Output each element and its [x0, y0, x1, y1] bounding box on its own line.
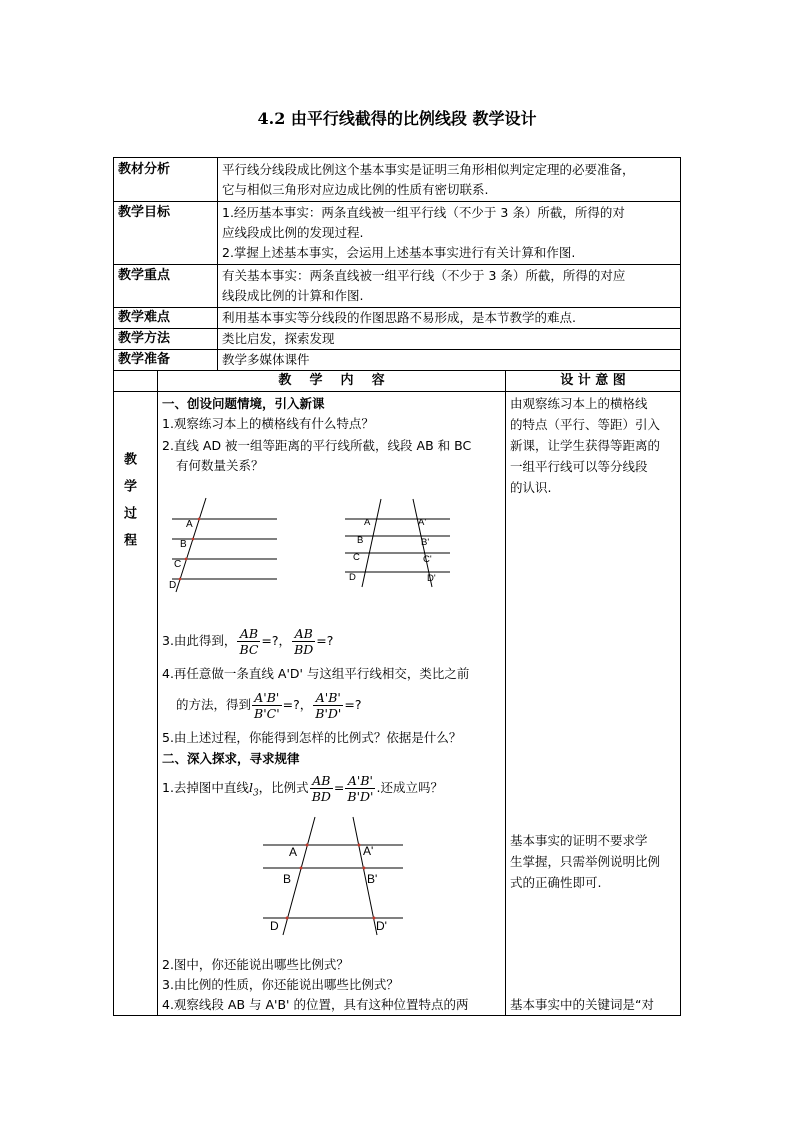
label-b: B — [357, 535, 364, 546]
question-4-line-2 — [176, 686, 362, 724]
line-l3-letter: l — [248, 780, 253, 795]
content-header: 教 学 内 容 — [278, 373, 385, 388]
row-divider — [113, 264, 681, 265]
figure-1 — [160, 495, 285, 595]
label-d: D — [270, 919, 279, 933]
process-divider — [157, 370, 158, 1015]
probe-1 — [162, 768, 443, 814]
process-label: 教学过程 — [121, 452, 136, 560]
fraction-numerator: A'B' — [313, 690, 343, 706]
figure-2 — [340, 495, 455, 590]
intent-header: 设 计 意 图 — [560, 373, 626, 388]
materials-label: 教材分析 — [118, 162, 171, 177]
probe-1-suffix: 还成立吗？ — [380, 780, 443, 795]
fraction-a1b1-b1d1 — [313, 690, 343, 721]
point-c — [185, 558, 188, 561]
point-d — [179, 578, 182, 581]
difficulty-text: 利用基本事实等分线段的作图思路不易形成，是本节教学的难点. — [222, 310, 576, 325]
intent-1-line-1: 由观察练习本上的横格线 — [510, 396, 648, 411]
equals-sign: = — [261, 633, 272, 648]
difficulty-label: 教学难点 — [118, 310, 171, 325]
fraction-denominator: B'C' — [254, 706, 280, 721]
fraction-numerator: A'B' — [252, 690, 282, 706]
fraction-denominator: B'D' — [347, 789, 374, 804]
intent-2-line-1: 基本事实的证明不要求学 — [510, 833, 648, 848]
question-3-prefix: 3.由此得到， — [162, 633, 237, 648]
probe-1-prefix: 1.去掉图中直线 — [162, 780, 249, 795]
key-label: 教学重点 — [118, 268, 171, 283]
point-d — [286, 917, 289, 920]
fraction-numerator: AB — [237, 626, 260, 642]
materials-text-2: 它与相似三角形对应边成比例的性质有密切联系. — [222, 182, 489, 197]
intent-2-line-3: 式的正确性即可. — [510, 875, 602, 890]
question-mark: ? — [354, 697, 362, 712]
intent-1-line-4: 一组平行线可以等分线段 — [510, 459, 648, 474]
probe-4: 4.观察线段 AB 与 A'B' 的位置，具有这种位置特点的两 — [162, 997, 469, 1012]
line-l3 — [248, 780, 259, 799]
label-a-prime: A' — [418, 517, 427, 528]
fraction-denominator: BC — [239, 642, 259, 657]
comma: ， — [278, 633, 292, 648]
label-d: D — [169, 580, 177, 591]
row-divider — [113, 328, 681, 329]
probe-3: 3.由比例的性质，你还能说出哪些比例式？ — [162, 977, 399, 992]
fraction-a1b1-b1d1 — [345, 773, 375, 804]
goals-text-3: 2.掌握上述基本事实，会运用上述基本事实进行有关计算和作图. — [222, 245, 576, 260]
fraction-denominator: BD — [311, 789, 331, 804]
fraction-ab-bd — [292, 626, 315, 657]
section-1-title: 一、创设问题情境，引入新课 — [162, 396, 325, 411]
question-mark: ? — [326, 633, 334, 648]
label-d: D — [349, 572, 356, 583]
question-1: 1.观察练习本上的横格线有什么特点？ — [162, 416, 374, 431]
point-b-prime — [363, 867, 366, 870]
materials-text-1: 平行线分线段成比例这个基本事实是证明三角形相似判定定理的必要准备， — [222, 162, 635, 177]
equals-sign: = — [344, 697, 355, 712]
label-a: A — [186, 519, 193, 530]
probe-2: 2.图中，你还能说出哪些比例式？ — [162, 957, 349, 972]
goals-text-1: 1.经历基本事实：两条直线被一组平行线（不少于 3 条）所截，所得的对 — [222, 205, 625, 220]
prep-text: 教学多媒体课件 — [222, 352, 310, 367]
question-mark: ? — [271, 633, 279, 648]
question-2-line-2: 有何数量关系？ — [176, 458, 264, 473]
point-b — [300, 867, 303, 870]
fraction-numerator: AB — [310, 773, 333, 789]
label-b: B — [180, 539, 187, 550]
fraction-a1b1-b1c1 — [252, 690, 282, 721]
label-b-prime: B' — [421, 537, 430, 548]
fraction-numerator: AB — [292, 626, 315, 642]
fraction-denominator: BD — [294, 642, 314, 657]
question-4-line-1: 4.再任意做一条直线 A'D' 与这组平行线相交，类比之前 — [162, 666, 470, 681]
row-divider — [113, 349, 681, 350]
intent-1-line-3: 新课，让学生获得等距离的 — [510, 438, 661, 453]
point-a-prime — [358, 844, 361, 847]
key-text-2: 线段成比例的计算和作图. — [222, 288, 364, 303]
table-border-bottom — [113, 1015, 681, 1016]
goals-label: 教学目标 — [118, 205, 171, 220]
point-b — [192, 538, 195, 541]
key-text-1: 有关基本事实：两条直线被一组平行线（不少于 3 条）所截，所得的对应 — [222, 268, 626, 283]
fraction-ab-bd — [310, 773, 333, 804]
line-l3-subscript: 3 — [252, 788, 259, 799]
row-divider — [113, 391, 681, 392]
prep-label: 教学准备 — [118, 352, 171, 367]
question-mark: ? — [293, 697, 300, 712]
question-5: 5.由上述过程，你能得到怎样的比例式？依据是什么？ — [162, 730, 462, 745]
table-border-right — [680, 157, 681, 1015]
fraction-ab-bc — [237, 626, 260, 657]
document-title: 4.2 由平行线截得的比例线段 教学设计 — [257, 109, 537, 128]
goals-text-2: 应线段成比例的发现过程. — [222, 225, 364, 240]
table-border-top — [113, 157, 681, 158]
equals-sign: = — [333, 780, 345, 795]
intent-2-line-2: 生掌握，只需举例说明比例 — [510, 854, 661, 869]
section-2-title: 二、深入探求，寻求规律 — [162, 751, 300, 766]
label-b-prime: B' — [367, 872, 378, 886]
label-c: C — [353, 552, 360, 563]
probe-1-period: . — [376, 780, 381, 795]
label-c-prime: C' — [423, 554, 432, 565]
label-a: A — [364, 517, 371, 528]
method-label: 教学方法 — [118, 331, 171, 346]
equals-sign: = — [282, 697, 294, 712]
equals-sign: = — [316, 633, 327, 648]
label-d-prime: D' — [376, 919, 387, 933]
fraction-denominator: B'D' — [315, 706, 342, 721]
question-2-line-1: 2.直线 AD 被一组等距离的平行线所截，线段 AB 和 BC — [162, 438, 472, 453]
question-3 — [162, 622, 333, 660]
label-a-prime: A' — [363, 844, 374, 858]
method-text: 类比启发，探索发现 — [222, 331, 335, 346]
table-border-left — [113, 157, 114, 1015]
transversal-ad — [362, 499, 381, 587]
intent-divider — [505, 370, 506, 1015]
label-c: C — [174, 559, 182, 570]
intent-1-line-5: 的认识. — [510, 480, 552, 495]
figure-3 — [255, 815, 410, 940]
row-divider — [113, 201, 681, 202]
question-4-prefix: 的方法，得到 — [176, 697, 252, 712]
fraction-numerator: A'B' — [345, 773, 375, 789]
label-a: A — [289, 845, 298, 859]
label-divider — [217, 157, 218, 370]
label-b: B — [283, 872, 292, 886]
point-a — [198, 518, 201, 521]
probe-1-mid: ，比例式 — [258, 780, 309, 795]
label-d-prime: D' — [427, 573, 436, 584]
intent-1-line-2: 的特点（平行、等距）引入 — [510, 417, 661, 432]
comma: ， — [299, 697, 313, 712]
point-a — [306, 844, 309, 847]
intent-3: 基本事实中的关键词是“对 — [510, 997, 654, 1012]
